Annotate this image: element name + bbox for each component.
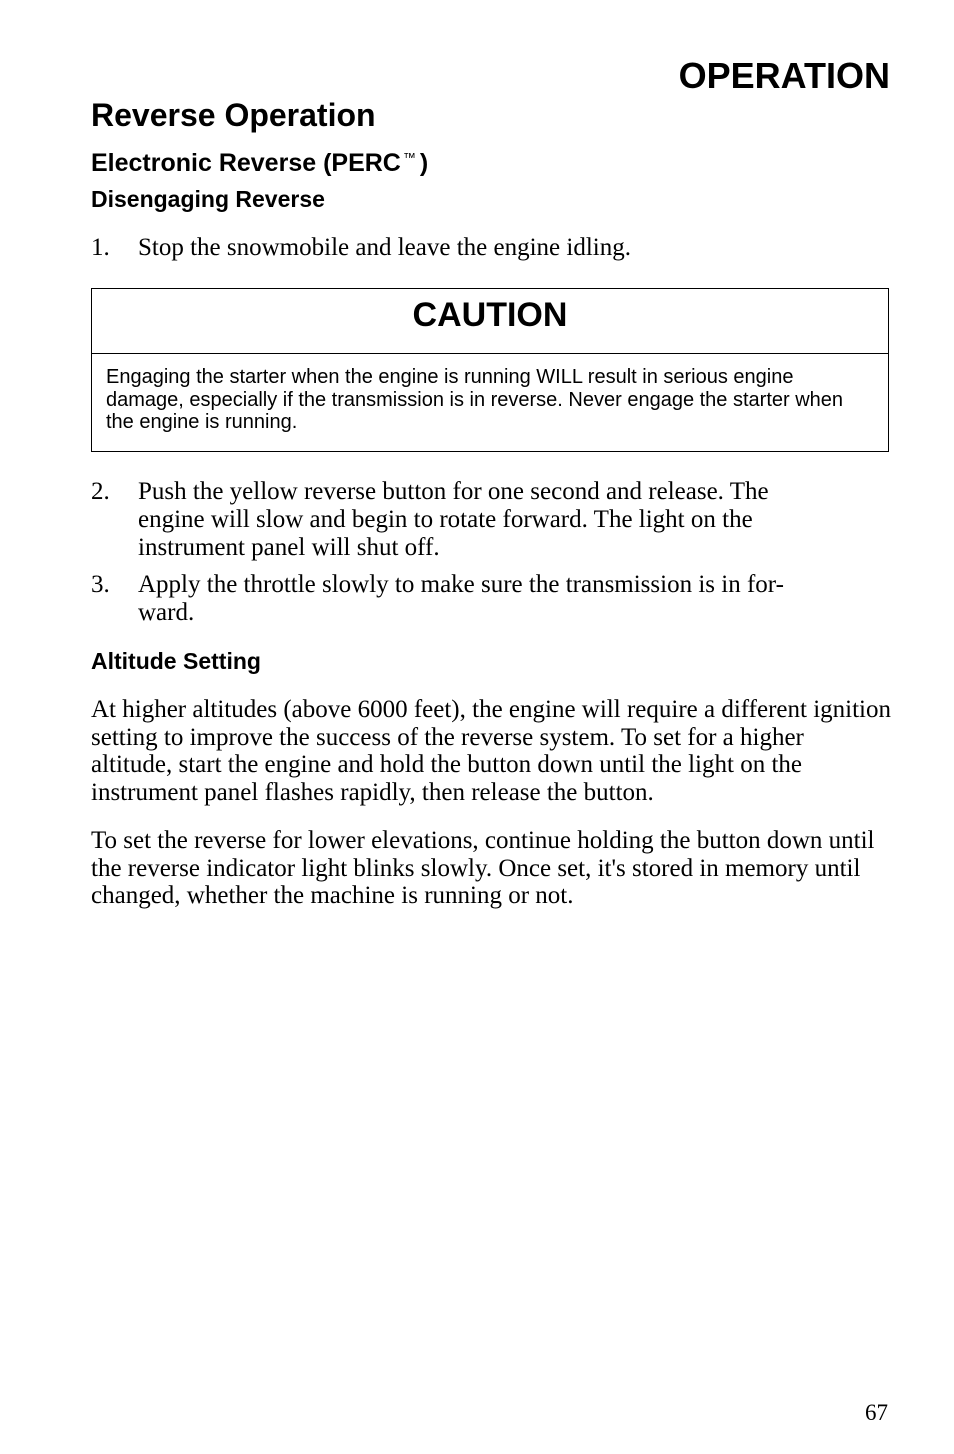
subtitle-text: Electronic Reverse (PERC [91,149,401,177]
altitude-paragraph-1: At higher altitudes (above 6000 feet), the engine will require a different ignition setting to improve the success of the reverse system. To set for a higher altitude, start the engine and hold the button down until the light on the instrument panel flashes rapidly, then release the button. [91,696,891,806]
step-2-number: 2. [91,478,110,505]
subtitle [91,142,428,179]
page-title: Reverse Operation [91,97,376,133]
step-3-line-2: ward. [138,599,195,626]
step-3-number: 3. [91,571,110,598]
section-header: OPERATION [678,55,890,96]
altitude-paragraph-2: To set the reverse for lower elevations, continue holding the button down until the reverse indicator light blinks slowly. Once set, it's stored in memory until changed, whether the machine is running or not. [91,827,875,910]
step-3 [91,571,861,627]
trademark-symbol: ™ [402,150,416,165]
step-1-text: Stop the snowmobile and leave the engine idling. [138,234,631,261]
disengaging-heading: Disengaging Reverse [91,186,325,212]
caution-text: Engaging the starter when the engine is running WILL result in serious engine damage, especially if the transmission is in reverse. Never engage the starter when the engine is running. [106,366,844,433]
caution-box [91,288,889,452]
step-2-line-3: instrument panel will shut off. [138,534,440,561]
caution-title: CAUTION [92,289,888,354]
step-1 [91,234,861,262]
page-number: 67 [865,1400,888,1425]
subtitle-close: ) [419,149,429,177]
step-2-line-1: Push the yellow reverse button for one second and release. The [138,478,769,505]
altitude-heading: Altitude Setting [91,648,261,674]
step-2-line-2: engine will slow and begin to rotate forward. The light on the [138,506,753,533]
step-2 [91,478,861,562]
step-1-number: 1. [91,234,110,261]
step-3-line-1: Apply the throttle slowly to make sure the transmission is in for- [138,571,784,598]
